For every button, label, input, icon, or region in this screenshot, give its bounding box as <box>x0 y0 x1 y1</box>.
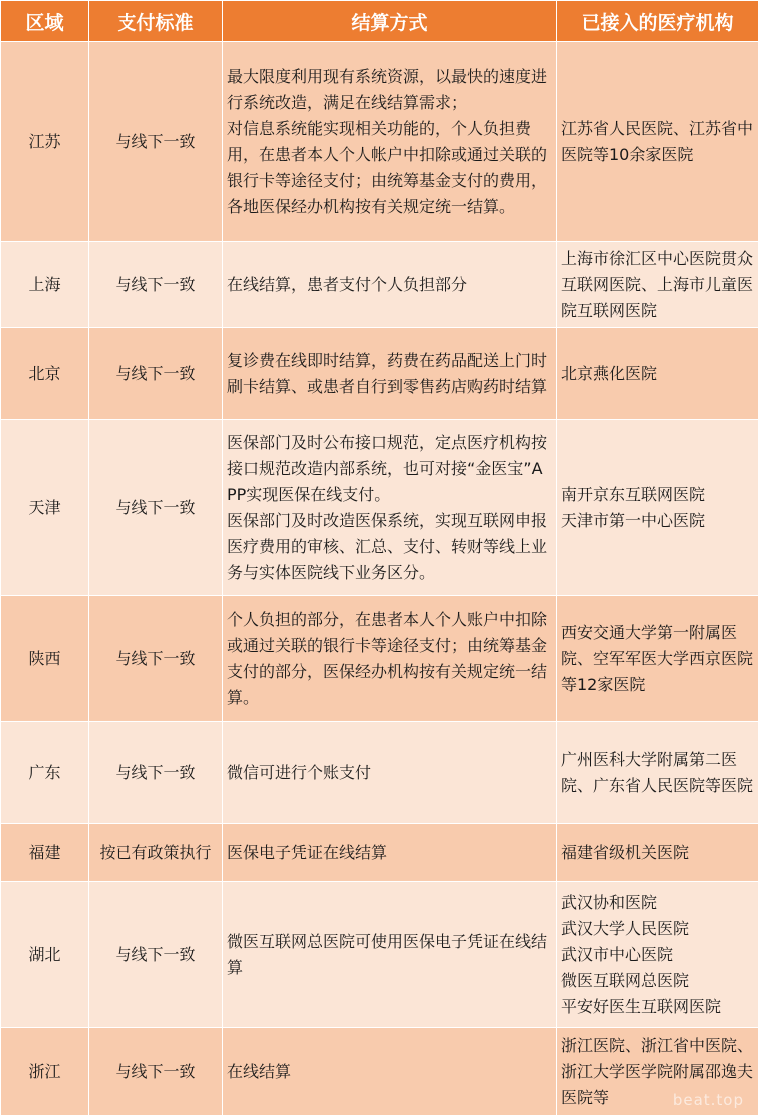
method-cell <box>223 824 557 882</box>
method-text: 在线结算，患者支付个人负担部分 <box>227 272 552 298</box>
method-text: 个人负担的部分，在患者本人个人账户中扣除或通过关联的银行卡等途径支付；由统筹基金支付的部分，医保经办机构按有关规定统一结算。 <box>227 607 552 711</box>
table-row <box>1 242 758 328</box>
hospitals-cell <box>557 824 758 882</box>
hospital-name: 微医互联网总医院 <box>561 968 754 994</box>
region-cell: 北京 <box>1 328 89 420</box>
hospital-name: 江苏省人民医院、江苏省中医院等10余家医院 <box>561 116 754 168</box>
method-cell <box>223 42 557 242</box>
table-body <box>1 42 758 1116</box>
method-cell <box>223 882 557 1028</box>
region-cell: 浙江 <box>1 1028 89 1116</box>
method-text: 医保部门及时改造医保系统，实现互联网申报医疗费用的审核、汇总、支付、转财等线上业务与实体医院线下业务区分。 <box>227 508 552 586</box>
method-cell <box>223 420 557 596</box>
table-row <box>1 824 758 882</box>
method-text: 医保部门及时公布接口规范，定点医疗机构按接口规范改造内部系统，也可对接“金医宝”APP实现医保在线支付。 <box>227 430 552 508</box>
table-row <box>1 420 758 596</box>
hospitals-cell <box>557 882 758 1028</box>
table-row <box>1 328 758 420</box>
standard-cell: 与线下一致 <box>89 420 223 596</box>
standard-cell: 与线下一致 <box>89 242 223 328</box>
region-cell: 陕西 <box>1 596 89 722</box>
standard-cell: 按已有政策执行 <box>89 824 223 882</box>
method-cell <box>223 1028 557 1116</box>
table-row <box>1 722 758 824</box>
region-cell: 湖北 <box>1 882 89 1028</box>
table-row <box>1 1028 758 1116</box>
standard-cell: 与线下一致 <box>89 882 223 1028</box>
hospital-name: 武汉协和医院 <box>561 890 754 916</box>
method-cell <box>223 242 557 328</box>
hospital-name: 西安交通大学第一附属医院、空军军医大学西京医院等12家医院 <box>561 620 754 698</box>
hospital-name: 武汉市中心医院 <box>561 942 754 968</box>
hospital-name: 北京燕化医院 <box>561 361 754 387</box>
method-text: 微信可进行个账支付 <box>227 760 552 786</box>
hospital-name: 福建省级机关医院 <box>561 840 754 866</box>
region-cell: 上海 <box>1 242 89 328</box>
hospitals-cell <box>557 242 758 328</box>
hospital-name: 广州医科大学附属第二医院、广东省人民医院等医院 <box>561 747 754 799</box>
region-cell: 福建 <box>1 824 89 882</box>
hospital-name: 武汉大学人民医院 <box>561 916 754 942</box>
header-standard: 支付标准 <box>89 1 223 42</box>
region-cell: 广东 <box>1 722 89 824</box>
method-text: 医保电子凭证在线结算 <box>227 840 552 866</box>
hospitals-cell <box>557 328 758 420</box>
standard-cell: 与线下一致 <box>89 328 223 420</box>
method-text: 微医互联网总医院可使用医保电子凭证在线结算 <box>227 929 552 981</box>
hospital-name: 平安好医生互联网医院 <box>561 994 754 1020</box>
standard-cell: 与线下一致 <box>89 722 223 824</box>
standard-cell: 与线下一致 <box>89 596 223 722</box>
method-text: 最大限度利用现有系统资源，以最快的速度进行系统改造，满足在线结算需求； <box>227 64 552 116</box>
standard-cell: 与线下一致 <box>89 1028 223 1116</box>
table-row <box>1 42 758 242</box>
header-method: 结算方式 <box>223 1 557 42</box>
table-row <box>1 882 758 1028</box>
hospital-name: 浙江医院、浙江省中医院、浙江大学医学院附属邵逸夫医院等 <box>561 1033 754 1111</box>
region-cell: 天津 <box>1 420 89 596</box>
hospital-name: 上海市徐汇区中心医院贯众互联网医院、上海市儿童医院互联网医院 <box>561 246 754 324</box>
hospitals-cell <box>557 42 758 242</box>
hospital-name: 南开京东互联网医院 <box>561 482 754 508</box>
hospitals-cell <box>557 420 758 596</box>
method-cell <box>223 328 557 420</box>
method-cell <box>223 596 557 722</box>
method-text: 对信息系统能实现相关功能的，个人负担费用，在患者本人个人帐户中扣除或通过关联的银行卡等途径支付；由统筹基金支付的费用，各地医保经办机构按有关规定统一结算。 <box>227 116 552 220</box>
header-row <box>1 1 758 42</box>
method-text: 复诊费在线即时结算，药费在药品配送上门时刷卡结算、或患者自行到零售药店购药时结算 <box>227 348 552 400</box>
watermark: beat.top <box>673 1091 744 1109</box>
hospitals-cell <box>557 596 758 722</box>
header-hospitals: 已接入的医疗机构 <box>557 1 758 42</box>
method-text: 在线结算 <box>227 1059 552 1085</box>
standard-cell: 与线下一致 <box>89 42 223 242</box>
hospitals-cell <box>557 722 758 824</box>
method-cell <box>223 722 557 824</box>
header-region: 区域 <box>1 1 89 42</box>
region-cell: 江苏 <box>1 42 89 242</box>
table-row <box>1 596 758 722</box>
hospital-name: 天津市第一中心医院 <box>561 508 754 534</box>
